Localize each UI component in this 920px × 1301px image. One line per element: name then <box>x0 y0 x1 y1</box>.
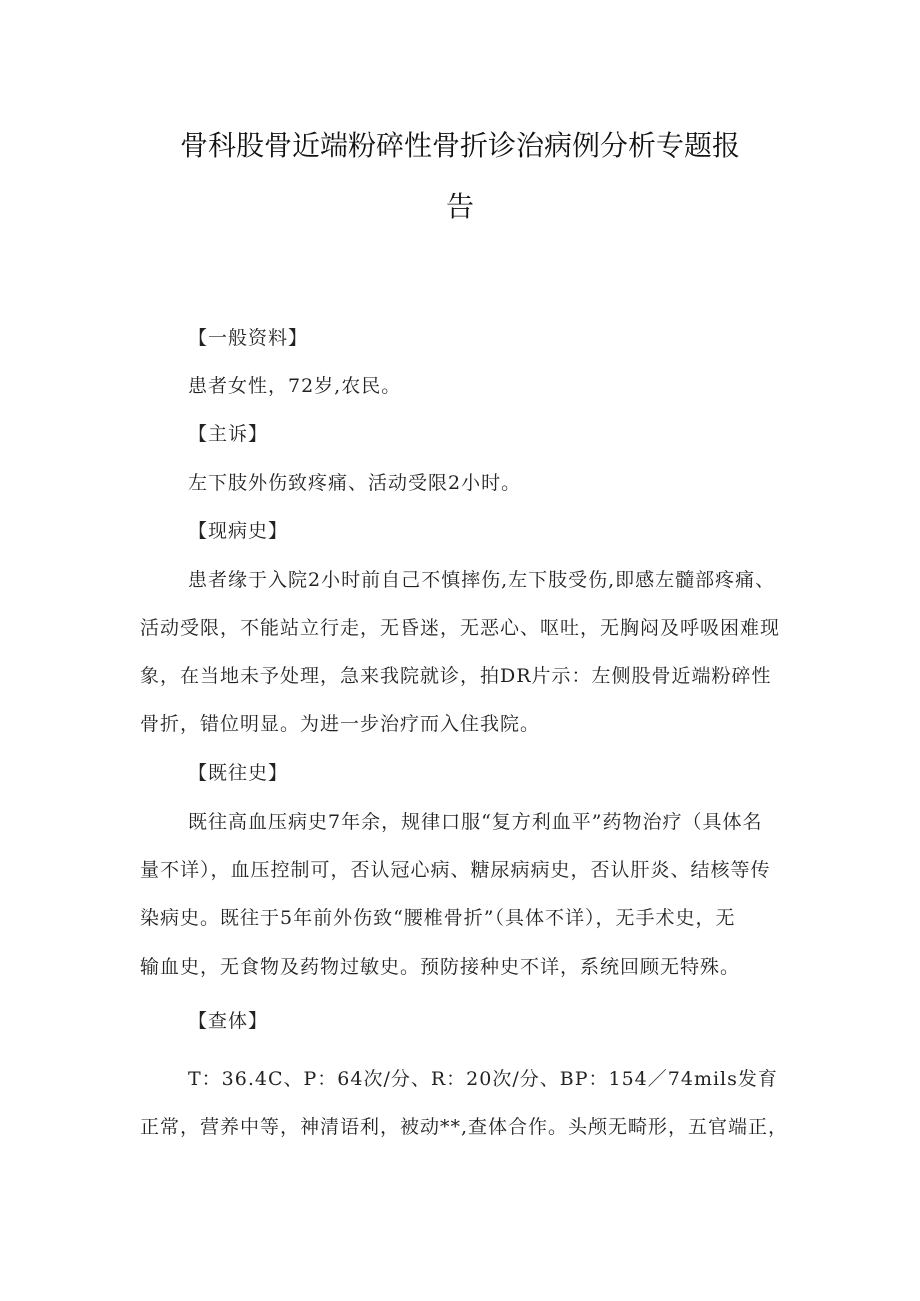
past-history-line: 既往高血压病史7年余，规律口服“复方利血平”药物治疗（具体名 <box>188 811 763 833</box>
past-history-line: 输血史，无食物及药物过敏史。预防接种史不详，系统回顾无特殊。 <box>140 956 741 978</box>
physical-exam-line: T：36.4C、P：64次/分、R：20次/分、BP：154／74mils发育 <box>188 1068 778 1090</box>
section-heading-physical-exam: 【查体】 <box>188 1010 269 1032</box>
present-illness-line: 患者缘于入院2小时前自己不慎摔伤,左下肢受伤,即感左髓部疼痛、 <box>188 569 776 591</box>
document-title-line-2: 告 <box>445 190 474 223</box>
present-illness-line: 象，在当地未予处理，急来我院就诊，拍DR片示：左侧股骨近端粉碎性 <box>140 665 772 687</box>
physical-exam-line: 正常，营养中等，神清语利，被动**,查体合作。头颅无畸形，五官端正， <box>140 1116 789 1138</box>
past-history-line: 染病史。既往于5年前外伤致“腰椎骨折”（具体不详），无手术史，无 <box>140 907 736 929</box>
past-history-line: 量不详），血压控制可，否认冠心病、糖尿病病史，否认肝炎、结核等传 <box>140 859 771 881</box>
present-illness-line: 骨折，错位明显。为进一步治疗而入住我院。 <box>140 713 541 735</box>
present-illness-line: 活动受限，不能站立行走，无昏迷，无恶心、呕吐，无胸闷及呼吸困难现 <box>140 617 781 639</box>
document-title-line-1: 骨科股骨近端粉碎性骨折诊治病例分析专题报 <box>179 129 740 162</box>
section-heading-past-history: 【既往史】 <box>188 762 289 784</box>
section-heading-general-info: 【一般资料】 <box>188 327 309 349</box>
general-info-text: 患者女性，72岁,农民。 <box>188 375 402 397</box>
section-heading-present-illness: 【现病史】 <box>188 520 289 542</box>
section-heading-chief-complaint: 【主诉】 <box>188 423 269 445</box>
chief-complaint-text: 左下肢外伤致疼痛、活动受限2小时。 <box>188 472 522 494</box>
